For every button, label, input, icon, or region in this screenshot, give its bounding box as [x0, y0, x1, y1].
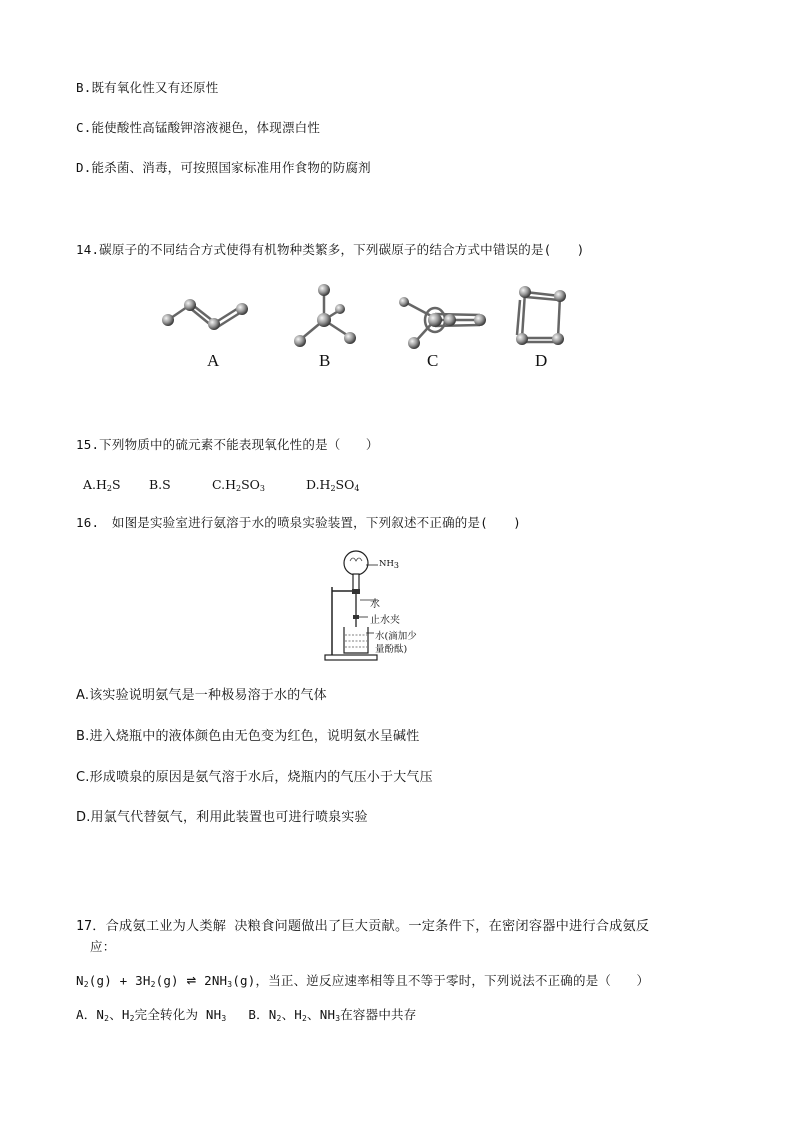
q15-option-d: $D.H_2SO_4$ — [306, 477, 360, 493]
q17-options — [76, 1005, 416, 1023]
q16-option-a: A.该实验说明氨气是一种极易溶于水的气体 — [76, 688, 327, 703]
q13-option-d: D.能杀菌、消毒，可按照国家标准用作食物的防腐剂 — [76, 160, 371, 175]
structure-label-c: C — [427, 351, 439, 370]
structure-a — [168, 303, 243, 328]
q16-option-b: B.进入烧瓶中的液体颜色由无色变为红色，说明氨水呈碱性 — [76, 729, 420, 744]
carbon-structures-figure — [150, 280, 590, 360]
q15-option-b: B.S — [149, 477, 171, 492]
q15-option-a: $A.H_2S$ — [83, 477, 121, 493]
q16-option-d: D.用氯气代替氨气，利用此装置也可进行喷泉实验 — [76, 810, 368, 825]
apparatus-water-label: 水 — [370, 599, 380, 610]
structure-label-b: B — [319, 351, 331, 370]
apparatus-gas-label: $NH_3$ — [379, 559, 399, 570]
q13-option-b: B.既有氧化性又有还原性 — [76, 80, 219, 95]
q15-stem: 15.下列物质中的硫元素不能表现氧化性的是（ ） — [76, 437, 379, 452]
apparatus-beaker-label-1: 水(滴加少 — [375, 631, 417, 642]
q17-stem-line2: 应： — [90, 939, 116, 954]
q16-option-c: C.形成喷泉的原因是氨气溶于水后，烧瓶内的气压小于大气压 — [76, 770, 433, 785]
q17-option-a: A．$N_2$、$H_2$完全转化为 $NH_3$ — [76, 1007, 227, 1023]
q17-stem-line1: 17．合成氨工业为人类解 决粮食问题做出了巨大贡献。一定条件下，在密闭容器中进行合成氨反 — [76, 919, 650, 934]
q13-option-c: C.能使酸性高锰酸钾溶液褪色，体现漂白性 — [76, 120, 321, 135]
apparatus-clamp-label: 止水夹 — [370, 615, 400, 626]
apparatus-beaker-label-2: 量酚酞) — [375, 644, 408, 655]
q14-stem: 14.碳原子的不同结合方式使得有机物种类繁多，下列碳原子的结合方式中错误的是( ) — [76, 242, 585, 257]
q17-option-b: B．$N_2$、$H_2$、$NH_3$在容器中共存 — [248, 1007, 417, 1023]
q16-stem: 16. 如图是实验室进行氨溶于水的喷泉实验装置，下列叙述不正确的是( ) — [76, 515, 522, 530]
structure-c — [405, 302, 480, 342]
q15-option-c: $C.H_2SO_3$ — [212, 477, 265, 493]
q17-equation: $N_2(g) + 3H_2(g)$ ⇌ $2NH_3(g)$，当正、逆反应速率相等且不等于零时，下列说法不正确的是（ ） — [76, 970, 650, 989]
structure-label-a: A — [207, 351, 220, 370]
structure-label-d: D — [535, 351, 548, 370]
